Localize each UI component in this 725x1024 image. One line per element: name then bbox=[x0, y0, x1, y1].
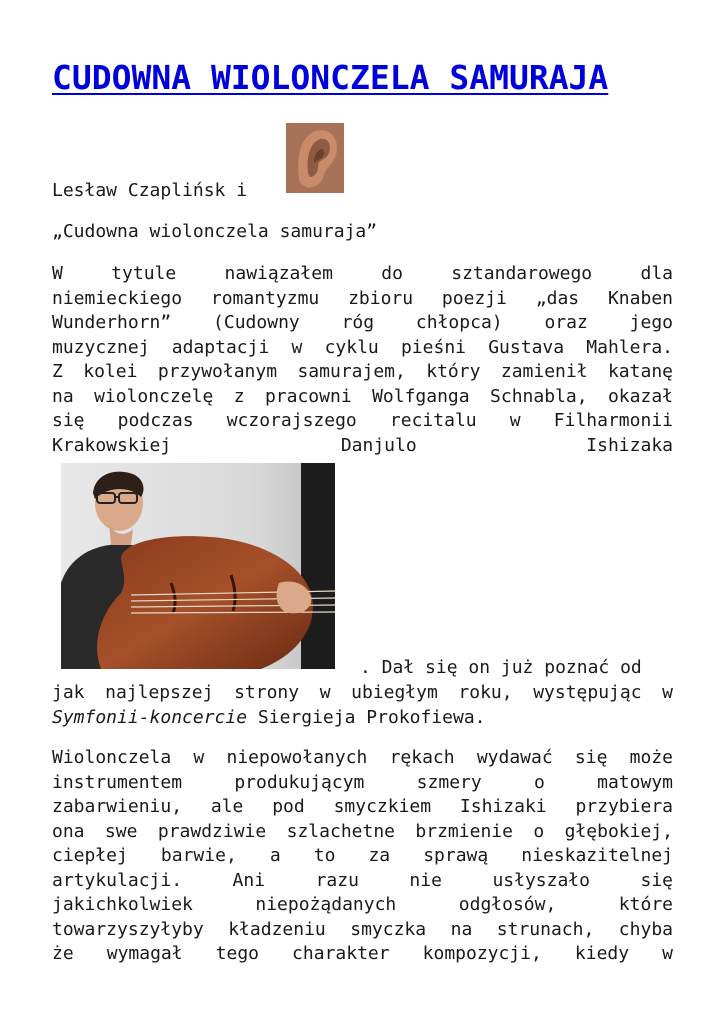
paragraph-line-end: Siergieja Prokofiewa. bbox=[247, 706, 486, 728]
paragraph-line: zabarwieniu, ale pod smyczkiem Ishizaki przybiera bbox=[52, 796, 673, 817]
paragraph-line: ciepłej barwie, a to za sprawą nieskazitelnej bbox=[52, 845, 673, 866]
paragraph-line: towarzyszyłyby kładzeniu smyczka na strunach, chyba bbox=[52, 918, 673, 940]
article-title-link[interactable]: CUDOWNA WIOLONCZELA SAMURAJA bbox=[52, 58, 609, 97]
paragraph-line: Krakowskiej Danjulo Ishizaka bbox=[52, 434, 673, 456]
cellist-photo-icon bbox=[61, 463, 335, 669]
paragraph-line: jakichkolwiek niepożądanych odgłosów, które bbox=[52, 894, 673, 915]
paragraph-1-end bbox=[52, 681, 673, 730]
paragraph-line: na wiolonczelę z pracowni Wolfganga Schnabla, okazał bbox=[52, 385, 673, 407]
paragraph-continuation: . Dał się on już poznać od bbox=[360, 657, 642, 678]
paragraph-line: niemieckiego romantyzmu zbioru poezji „das Knaben bbox=[52, 287, 673, 309]
paragraph-line: jak najlepszej strony w ubiegłym roku, występując w bbox=[52, 682, 673, 703]
paragraph-line: Wiolonczela w niepowołanych rękach wydawać się może bbox=[52, 747, 673, 768]
paragraph-line: muzycznej adaptacji w cyklu pieśni Gustava Mahlera. bbox=[52, 336, 673, 358]
paragraph-line: ona swe prawdziwie szlachetne brzmienie o głębokiej, bbox=[52, 820, 673, 842]
paragraph-2 bbox=[52, 746, 673, 967]
paragraph-line bbox=[52, 706, 673, 731]
work-title-italic: Symfonii-koncercie bbox=[52, 706, 248, 728]
paragraph-line: że wymagał tego charakter kompozycji, kiedy w bbox=[52, 943, 673, 964]
paragraph-line: się podczas wczorajszego recitalu w Filharmonii bbox=[52, 410, 673, 431]
paragraph-line: Z kolei przywołanym samurajem, który zamienił katanę bbox=[52, 361, 673, 382]
paragraph-line: artykulacji. Ani razu nie usłyszało się bbox=[52, 869, 673, 891]
ear-photo-icon bbox=[286, 123, 344, 193]
paragraph-1 bbox=[52, 262, 673, 458]
paragraph-line: W tytule nawiązałem do sztandarowego dla bbox=[52, 263, 673, 284]
author-name: Lesław Czaplińsk i bbox=[52, 180, 248, 201]
paragraph-line: Wunderhorn” (Cudowny róg chłopca) oraz jego bbox=[52, 312, 673, 333]
article-subtitle: „Cudowna wiolonczela samuraja” bbox=[52, 221, 378, 242]
paragraph-line: instrumentem produkującym szmery o matowym bbox=[52, 771, 673, 793]
